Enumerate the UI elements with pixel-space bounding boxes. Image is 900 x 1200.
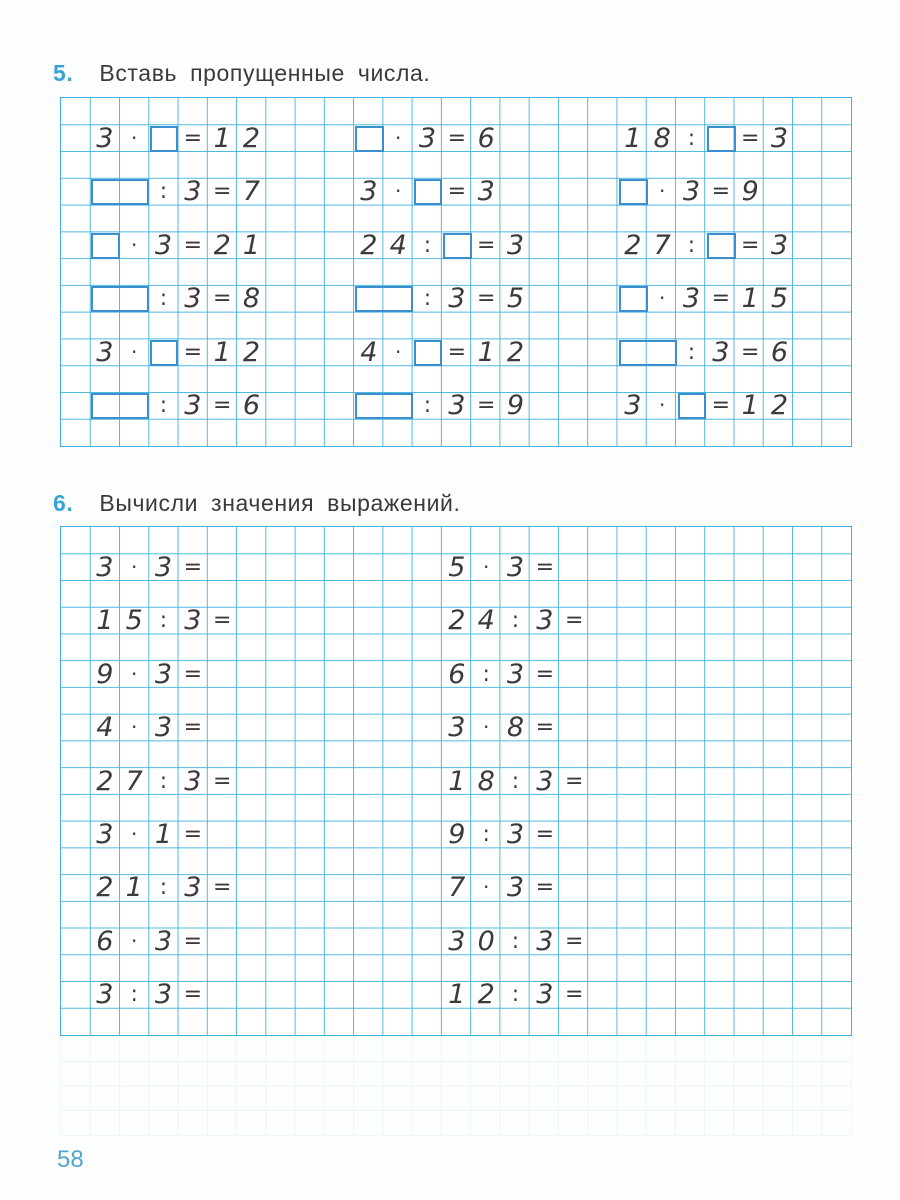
digit: 8 (242, 283, 261, 315)
division-sign: : (687, 339, 696, 365)
equals-sign: = (535, 821, 555, 847)
digit: 1 (448, 979, 466, 1011)
page-number: 58 (57, 1146, 84, 1173)
equals-sign: = (212, 608, 232, 634)
digit: 3 (184, 283, 202, 315)
division-sign: : (159, 608, 168, 634)
multiplication-sign: · (130, 339, 138, 364)
digit: 2 (96, 765, 114, 797)
task-5-grid (60, 97, 852, 447)
digit: 3 (154, 925, 173, 957)
multiplication-sign: · (394, 125, 402, 150)
digit: 2 (242, 122, 261, 154)
equals-sign: = (711, 179, 731, 205)
digit: 8 (653, 122, 671, 154)
equals-sign: = (183, 661, 203, 687)
multiplication-sign: · (130, 554, 138, 579)
multiplication-sign: · (658, 393, 666, 418)
digit: 3 (154, 658, 173, 690)
multiplication-sign: · (658, 179, 666, 204)
digit: 7 (242, 176, 261, 208)
equals-sign: = (212, 286, 232, 312)
digit: 0 (477, 925, 495, 957)
digit: 6 (770, 336, 789, 368)
equals-sign: = (535, 875, 555, 901)
division-sign: : (159, 179, 168, 205)
digit: 9 (448, 818, 466, 850)
equals-sign: = (711, 393, 731, 419)
digit: 3 (506, 872, 525, 904)
digit: 3 (448, 925, 466, 957)
task-5-heading (53, 60, 430, 87)
digit: 3 (477, 176, 495, 208)
answer-box[interactable] (91, 179, 149, 205)
equals-sign: = (476, 393, 496, 419)
equals-sign: = (212, 179, 232, 205)
digit: 2 (477, 979, 495, 1011)
multiplication-sign: · (130, 821, 138, 846)
digit: 1 (741, 390, 759, 422)
digit: 4 (96, 712, 114, 744)
digit: 1 (213, 336, 231, 368)
equals-sign: = (447, 179, 467, 205)
division-sign: : (159, 393, 168, 419)
grid-lines (61, 1037, 851, 1135)
multiplication-sign: · (130, 928, 138, 953)
digit: 3 (506, 658, 525, 690)
equals-sign: = (183, 715, 203, 741)
digit: 2 (360, 229, 378, 261)
digit: 2 (770, 390, 789, 422)
task-5-title: Вставь пропущенные числа. (99, 60, 431, 86)
answer-box[interactable] (91, 233, 119, 259)
division-sign: : (423, 393, 432, 419)
digit: 5 (125, 605, 143, 637)
answer-box[interactable] (91, 393, 149, 419)
digit: 3 (154, 229, 173, 261)
answer-box[interactable] (619, 179, 647, 205)
multiplication-sign: · (130, 232, 138, 257)
division-sign: : (159, 875, 168, 901)
equals-sign: = (183, 928, 203, 954)
digit: 2 (624, 229, 642, 261)
equals-sign: = (535, 554, 555, 580)
digit: 7 (125, 765, 143, 797)
division-sign: : (687, 125, 696, 151)
multiplication-sign: · (482, 875, 490, 900)
digit: 2 (242, 336, 261, 368)
equals-sign: = (564, 982, 584, 1008)
digit: 4 (389, 229, 407, 261)
digit: 3 (448, 712, 466, 744)
task-5-number: 5. (53, 60, 74, 86)
digit: 1 (213, 122, 231, 154)
division-sign: : (423, 286, 432, 312)
digit: 3 (448, 390, 466, 422)
equals-sign: = (535, 715, 555, 741)
equals-sign: = (564, 928, 584, 954)
division-sign: : (511, 608, 520, 634)
answer-box[interactable] (414, 179, 442, 205)
multiplication-sign: · (658, 286, 666, 311)
division-sign: : (687, 232, 696, 258)
answer-box[interactable] (91, 286, 149, 312)
division-sign: : (482, 661, 490, 687)
answer-box[interactable] (150, 126, 178, 152)
digit: 1 (624, 122, 642, 154)
equals-sign: = (212, 768, 232, 794)
answer-box[interactable] (150, 340, 178, 366)
equals-sign: = (183, 339, 203, 365)
digit: 6 (96, 925, 114, 957)
digit: 3 (506, 818, 525, 850)
digit: 3 (448, 283, 466, 315)
digit: 3 (184, 605, 202, 637)
division-sign: : (423, 232, 432, 258)
digit: 3 (154, 979, 173, 1011)
digit: 3 (96, 979, 114, 1011)
equals-sign: = (476, 232, 496, 258)
division-sign: : (511, 928, 520, 954)
multiplication-sign: · (482, 715, 490, 740)
answer-box[interactable] (619, 286, 647, 312)
equals-sign: = (183, 554, 203, 580)
digit: 3 (624, 390, 642, 422)
digit: 6 (448, 658, 466, 690)
digit: 3 (536, 605, 554, 637)
digit: 1 (125, 872, 143, 904)
equals-sign: = (183, 821, 203, 847)
digit: 3 (96, 551, 114, 583)
digit: 2 (448, 605, 466, 637)
digit: 3 (712, 336, 730, 368)
digit: 3 (536, 979, 554, 1011)
equals-sign: = (212, 393, 232, 419)
multiplication-sign: · (482, 554, 490, 579)
equals-sign: = (711, 286, 731, 312)
digit: 8 (477, 765, 495, 797)
digit: 1 (448, 765, 466, 797)
equals-sign: = (740, 339, 760, 365)
digit: 3 (184, 390, 202, 422)
equals-sign: = (535, 661, 555, 687)
digit: 3 (506, 551, 525, 583)
answer-box[interactable] (707, 126, 735, 152)
answer-box[interactable] (355, 393, 413, 419)
division-sign: : (511, 982, 520, 1008)
digit: 3 (536, 925, 554, 957)
digit: 5 (448, 551, 466, 583)
digit: 4 (360, 336, 378, 368)
multiplication-sign: · (130, 715, 138, 740)
digit: 1 (154, 818, 173, 850)
digit: 3 (184, 176, 202, 208)
digit: 7 (653, 229, 671, 261)
digit: 4 (477, 605, 495, 637)
equals-sign: = (564, 608, 584, 634)
answer-box[interactable] (414, 340, 442, 366)
digit: 1 (242, 229, 261, 261)
digit: 3 (154, 712, 173, 744)
digit: 3 (418, 122, 437, 154)
answer-box[interactable] (678, 393, 706, 419)
digit: 6 (477, 122, 495, 154)
digit: 3 (184, 765, 202, 797)
digit: 9 (506, 390, 525, 422)
digit: 5 (506, 283, 525, 315)
equals-sign: = (740, 232, 760, 258)
answer-box[interactable] (355, 286, 413, 312)
digit: 3 (360, 176, 378, 208)
digit: 3 (96, 336, 114, 368)
digit: 2 (213, 229, 231, 261)
equals-sign: = (183, 982, 203, 1008)
digit: 9 (741, 176, 759, 208)
multiplication-sign: · (130, 125, 138, 150)
digit: 2 (506, 336, 525, 368)
digit: 3 (770, 229, 789, 261)
equals-sign: = (183, 125, 203, 151)
equals-sign: = (564, 768, 584, 794)
digit: 1 (96, 605, 114, 637)
multiplication-sign: · (394, 179, 402, 204)
answer-box[interactable] (707, 233, 735, 259)
bleed-through-grid (60, 1036, 852, 1136)
multiplication-sign: · (394, 339, 402, 364)
digit: 7 (448, 872, 466, 904)
division-sign: : (482, 821, 490, 847)
task-6-heading (53, 490, 460, 517)
digit: 1 (477, 336, 495, 368)
equals-sign: = (183, 232, 203, 258)
division-sign: : (159, 286, 168, 312)
digit: 1 (741, 283, 759, 315)
answer-box[interactable] (355, 126, 383, 152)
digit: 3 (154, 551, 173, 583)
digit: 9 (96, 658, 114, 690)
digit: 8 (506, 712, 525, 744)
equals-sign: = (447, 339, 467, 365)
digit: 3 (96, 122, 114, 154)
division-sign: : (130, 982, 138, 1008)
task-6-title: Вычисли значения выражений. (99, 490, 461, 516)
digit: 5 (770, 283, 789, 315)
digit: 3 (184, 872, 202, 904)
task-6-grid (60, 526, 852, 1036)
digit: 3 (536, 765, 554, 797)
answer-box[interactable] (619, 340, 677, 366)
digit: 3 (682, 283, 701, 315)
digit: 3 (96, 818, 114, 850)
answer-box[interactable] (443, 233, 471, 259)
equals-sign: = (740, 125, 760, 151)
digit: 6 (242, 390, 261, 422)
division-sign: : (511, 768, 520, 794)
digit: 3 (682, 176, 701, 208)
equals-sign: = (212, 875, 232, 901)
digit: 3 (506, 229, 525, 261)
task-6-number: 6. (53, 490, 74, 516)
equals-sign: = (447, 125, 467, 151)
division-sign: : (159, 768, 168, 794)
equals-sign: = (476, 286, 496, 312)
multiplication-sign: · (130, 661, 138, 686)
digit: 2 (96, 872, 114, 904)
digit: 3 (770, 122, 789, 154)
